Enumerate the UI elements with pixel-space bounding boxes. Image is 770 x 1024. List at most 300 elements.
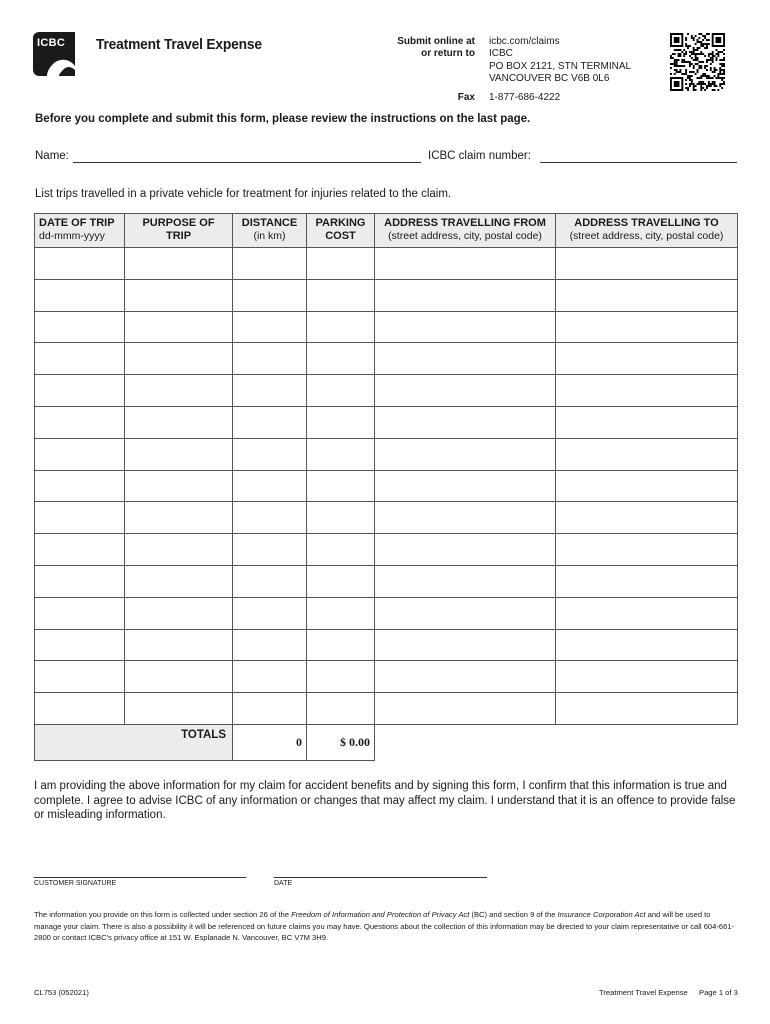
cell-address-to[interactable] xyxy=(556,565,738,597)
page-number: Page 1 of 3 xyxy=(699,988,738,997)
qr-module xyxy=(687,75,689,77)
cell-parking[interactable] xyxy=(307,343,375,375)
qr-module xyxy=(712,51,714,53)
qr-module xyxy=(674,63,676,65)
qr-module xyxy=(678,55,680,57)
qr-module xyxy=(695,59,697,61)
cell-parking[interactable] xyxy=(307,311,375,343)
qr-module xyxy=(685,71,687,73)
qr-module xyxy=(697,41,699,43)
qr-module xyxy=(697,63,699,65)
cell-purpose[interactable] xyxy=(125,597,233,629)
qr-module xyxy=(704,67,706,69)
qr-module xyxy=(700,45,702,47)
qr-module xyxy=(670,57,672,59)
qr-module xyxy=(721,51,723,53)
cell-distance[interactable] xyxy=(233,375,307,407)
cell-address-to[interactable] xyxy=(556,248,738,280)
qr-module xyxy=(706,77,708,79)
cell-date[interactable] xyxy=(35,534,125,566)
qr-module xyxy=(695,49,697,51)
qr-module xyxy=(706,87,708,89)
qr-module xyxy=(685,61,687,63)
name-field[interactable] xyxy=(73,162,421,163)
qr-module xyxy=(685,53,687,55)
qr-module xyxy=(721,83,723,85)
qr-finder xyxy=(716,37,722,43)
qr-module xyxy=(685,37,687,39)
cell-parking[interactable] xyxy=(307,661,375,693)
table-row xyxy=(35,629,738,661)
claim-number-field[interactable] xyxy=(540,162,737,163)
qr-module xyxy=(676,63,678,65)
cell-distance[interactable] xyxy=(233,311,307,343)
qr-module xyxy=(683,55,685,57)
submit-url[interactable]: icbc.com/claims xyxy=(489,36,560,47)
qr-module xyxy=(700,43,702,45)
cell-address-from[interactable] xyxy=(375,693,556,725)
qr-module xyxy=(689,79,691,81)
col-address-from xyxy=(375,214,556,248)
qr-module xyxy=(721,73,723,75)
qr-module xyxy=(702,83,704,85)
qr-module xyxy=(689,63,691,65)
cell-date[interactable] xyxy=(35,629,125,661)
table-row xyxy=(35,279,738,311)
qr-module xyxy=(689,45,691,47)
qr-module xyxy=(676,65,678,67)
qr-module xyxy=(712,71,714,73)
qr-module xyxy=(685,79,687,81)
qr-module xyxy=(698,67,700,69)
qr-module xyxy=(689,55,691,57)
qr-module xyxy=(683,49,685,51)
qr-module xyxy=(693,53,695,55)
address-line-3: VANCOUVER BC V6B 0L6 xyxy=(489,73,610,84)
qr-module xyxy=(674,53,676,55)
cell-address-to[interactable] xyxy=(556,343,738,375)
cell-distance[interactable] xyxy=(233,597,307,629)
qr-module xyxy=(700,87,702,89)
qr-module xyxy=(716,69,718,71)
cell-distance[interactable] xyxy=(233,661,307,693)
qr-module xyxy=(691,71,693,73)
qr-module xyxy=(723,65,725,67)
cell-purpose[interactable] xyxy=(125,470,233,502)
cell-address-to[interactable] xyxy=(556,534,738,566)
cell-purpose[interactable] xyxy=(125,565,233,597)
cell-purpose[interactable] xyxy=(125,534,233,566)
cell-parking[interactable] xyxy=(307,406,375,438)
qr-module xyxy=(679,53,681,55)
cell-address-from[interactable] xyxy=(375,470,556,502)
cell-date[interactable] xyxy=(35,248,125,280)
qr-module xyxy=(697,39,699,41)
qr-module xyxy=(693,49,695,51)
customer-signature-label: CUSTOMER SIGNATURE xyxy=(34,880,117,887)
qr-module xyxy=(717,89,719,91)
qr-module xyxy=(691,79,693,81)
qr-module xyxy=(702,75,704,77)
qr-module xyxy=(697,57,699,59)
qr-module xyxy=(710,57,712,59)
qr-module xyxy=(679,69,681,71)
cell-distance[interactable] xyxy=(233,502,307,534)
qr-module xyxy=(681,59,683,61)
table-row xyxy=(35,597,738,629)
privacy-notice xyxy=(34,909,740,944)
qr-module xyxy=(717,73,719,75)
cell-purpose[interactable] xyxy=(125,279,233,311)
qr-module xyxy=(693,65,695,67)
col-distance-head: DISTANCE xyxy=(241,217,298,229)
qr-module xyxy=(719,77,721,79)
total-distance: 0 xyxy=(233,724,307,760)
qr-module xyxy=(706,65,708,67)
cell-date[interactable] xyxy=(35,661,125,693)
cell-address-to[interactable] xyxy=(556,661,738,693)
qr-module xyxy=(689,51,691,53)
cell-address-from[interactable] xyxy=(375,343,556,375)
cell-address-from[interactable] xyxy=(375,248,556,280)
qr-module xyxy=(706,39,708,41)
cell-address-from[interactable] xyxy=(375,661,556,693)
qr-module xyxy=(685,69,687,71)
qr-module xyxy=(714,89,716,91)
qr-module xyxy=(708,43,710,45)
qr-module xyxy=(697,71,699,73)
privacy-act-2: Insurance Corporation Act xyxy=(557,910,646,919)
qr-module xyxy=(681,73,683,75)
qr-module xyxy=(678,53,680,55)
qr-module xyxy=(719,73,721,75)
qr-module xyxy=(717,55,719,57)
qr-module xyxy=(723,57,725,59)
cell-distance[interactable] xyxy=(233,343,307,375)
qr-module xyxy=(672,53,674,55)
qr-module xyxy=(687,33,689,35)
qr-module xyxy=(691,81,693,83)
qr-module xyxy=(714,67,716,69)
cell-address-from[interactable] xyxy=(375,311,556,343)
qr-module xyxy=(719,83,721,85)
qr-module xyxy=(689,83,691,85)
qr-module xyxy=(685,51,687,53)
table-row xyxy=(35,534,738,566)
col-date-head: DATE OF TRIP xyxy=(39,217,115,229)
cell-address-from[interactable] xyxy=(375,534,556,566)
qr-module xyxy=(700,89,702,91)
cell-address-to[interactable] xyxy=(556,502,738,534)
date-field[interactable] xyxy=(274,877,487,878)
cell-distance[interactable] xyxy=(233,470,307,502)
qr-module xyxy=(674,61,676,63)
qr-module xyxy=(719,59,721,61)
qr-module xyxy=(676,61,678,63)
qr-module xyxy=(698,77,700,79)
date-label: DATE xyxy=(274,880,293,887)
qr-module xyxy=(685,45,687,47)
qr-module xyxy=(683,61,685,63)
cell-date[interactable] xyxy=(35,438,125,470)
cell-parking[interactable] xyxy=(307,375,375,407)
col-distance-sub: (in km) xyxy=(253,230,286,242)
qr-module xyxy=(714,81,716,83)
qr-module xyxy=(685,73,687,75)
table-row xyxy=(35,375,738,407)
qr-module xyxy=(695,57,697,59)
qr-module xyxy=(691,75,693,77)
qr-module xyxy=(700,33,702,35)
cell-distance[interactable] xyxy=(233,629,307,661)
qr-module xyxy=(723,49,725,51)
qr-module xyxy=(693,39,695,41)
qr-module xyxy=(704,55,706,57)
cell-purpose[interactable] xyxy=(125,693,233,725)
qr-module xyxy=(704,47,706,49)
cell-address-from[interactable] xyxy=(375,438,556,470)
qr-module xyxy=(714,71,716,73)
qr-module xyxy=(693,71,695,73)
qr-finder xyxy=(674,81,680,87)
qr-module xyxy=(679,55,681,57)
qr-module xyxy=(706,59,708,61)
qr-module xyxy=(676,49,678,51)
qr-module xyxy=(710,67,712,69)
qr-module xyxy=(700,67,702,69)
totals-spacer xyxy=(556,724,738,760)
qr-module xyxy=(678,71,680,73)
qr-module xyxy=(717,53,719,55)
col-parking xyxy=(307,214,375,248)
cell-parking[interactable] xyxy=(307,279,375,311)
table-row xyxy=(35,406,738,438)
qr-module xyxy=(698,61,700,63)
qr-module xyxy=(691,37,693,39)
customer-signature-field[interactable] xyxy=(34,877,246,878)
qr-module xyxy=(704,43,706,45)
qr-module xyxy=(708,75,710,77)
cell-purpose[interactable] xyxy=(125,661,233,693)
cell-purpose[interactable] xyxy=(125,311,233,343)
qr-module xyxy=(700,75,702,77)
cell-purpose[interactable] xyxy=(125,343,233,375)
cell-purpose[interactable] xyxy=(125,406,233,438)
cell-address-to[interactable] xyxy=(556,311,738,343)
table-header-row xyxy=(35,214,738,248)
table-intro: List trips travelled in a private vehicle for treatment for injuries related to the claim. xyxy=(35,188,452,200)
qr-module xyxy=(708,33,710,35)
qr-module xyxy=(697,49,699,51)
cell-date[interactable] xyxy=(35,343,125,375)
privacy-text-3: and will be used to manage your claim. There is also a possibility it will be referenced on future claims you may have. Questions about the collection of this information may be directed to your claim representative or call 604-661-2800 or contact ICBC's privacy office at 151 W. Esplanade N. Vancouver, BC V7M 3H9. xyxy=(34,910,735,943)
cell-address-from[interactable] xyxy=(375,629,556,661)
qr-module xyxy=(689,85,691,87)
cell-address-to[interactable] xyxy=(556,629,738,661)
cell-parking[interactable] xyxy=(307,534,375,566)
qr-module xyxy=(674,59,676,61)
qr-module xyxy=(695,53,697,55)
cell-address-from[interactable] xyxy=(375,597,556,629)
qr-module xyxy=(716,49,718,51)
qr-module xyxy=(702,35,704,37)
cell-parking[interactable] xyxy=(307,693,375,725)
qr-module xyxy=(700,65,702,67)
qr-module xyxy=(676,59,678,61)
qr-module xyxy=(706,43,708,45)
qr-module xyxy=(678,59,680,61)
qr-module xyxy=(706,33,708,35)
cell-address-to[interactable] xyxy=(556,279,738,311)
form-title: Treatment Travel Expense xyxy=(96,36,262,53)
cell-address-from[interactable] xyxy=(375,279,556,311)
qr-module xyxy=(683,59,685,61)
cell-address-to[interactable] xyxy=(556,693,738,725)
cell-address-from[interactable] xyxy=(375,375,556,407)
cell-parking[interactable] xyxy=(307,629,375,661)
qr-module xyxy=(676,71,678,73)
qr-module xyxy=(679,65,681,67)
cell-address-to[interactable] xyxy=(556,438,738,470)
qr-module xyxy=(723,81,725,83)
cell-parking[interactable] xyxy=(307,248,375,280)
cell-parking[interactable] xyxy=(307,438,375,470)
cell-distance[interactable] xyxy=(233,438,307,470)
cell-date[interactable] xyxy=(35,693,125,725)
cell-distance[interactable] xyxy=(233,406,307,438)
qr-module xyxy=(687,87,689,89)
qr-module xyxy=(687,77,689,79)
cell-distance[interactable] xyxy=(233,693,307,725)
qr-module xyxy=(719,69,721,71)
col-parking-sub: COST xyxy=(325,230,356,242)
cell-parking[interactable] xyxy=(307,597,375,629)
cell-address-to[interactable] xyxy=(556,406,738,438)
qr-module xyxy=(698,33,700,35)
table-row xyxy=(35,343,738,375)
qr-module xyxy=(698,37,700,39)
qr-module xyxy=(723,71,725,73)
table-row xyxy=(35,311,738,343)
qr-code xyxy=(670,33,725,91)
qr-module xyxy=(723,83,725,85)
qr-module xyxy=(700,77,702,79)
qr-module xyxy=(697,53,699,55)
qr-module xyxy=(670,63,672,65)
qr-module xyxy=(700,81,702,83)
totals-row xyxy=(35,724,738,760)
footer-title: Treatment Travel Expense xyxy=(599,988,688,997)
table-row xyxy=(35,470,738,502)
qr-module xyxy=(717,75,719,77)
name-label: Name: xyxy=(35,150,69,162)
cell-parking[interactable] xyxy=(307,565,375,597)
cell-address-from[interactable] xyxy=(375,565,556,597)
col-address-to xyxy=(556,214,738,248)
cell-date[interactable] xyxy=(35,311,125,343)
cell-address-to[interactable] xyxy=(556,375,738,407)
cell-date[interactable] xyxy=(35,470,125,502)
cell-purpose[interactable] xyxy=(125,502,233,534)
qr-module xyxy=(693,67,695,69)
col-purpose xyxy=(125,214,233,248)
cell-parking[interactable] xyxy=(307,470,375,502)
qr-module xyxy=(698,41,700,43)
qr-module xyxy=(685,83,687,85)
qr-module xyxy=(670,67,672,69)
cell-distance[interactable] xyxy=(233,248,307,280)
qr-module xyxy=(702,43,704,45)
cell-date[interactable] xyxy=(35,279,125,311)
qr-module xyxy=(695,43,697,45)
table-row xyxy=(35,565,738,597)
qr-module xyxy=(685,87,687,89)
totals-label: TOTALS xyxy=(35,724,233,760)
qr-module xyxy=(710,59,712,61)
cell-purpose[interactable] xyxy=(125,438,233,470)
privacy-text-1: The information you provide on this form is collected under section 26 of the xyxy=(34,910,292,919)
cell-purpose[interactable] xyxy=(125,375,233,407)
qr-module xyxy=(693,37,695,39)
cell-distance[interactable] xyxy=(233,565,307,597)
cell-date[interactable] xyxy=(35,375,125,407)
cell-address-to[interactable] xyxy=(556,470,738,502)
qr-module xyxy=(693,85,695,87)
qr-module xyxy=(683,65,685,67)
cell-address-from[interactable] xyxy=(375,406,556,438)
instructions-notice: Before you complete and submit this form, please review the instructions on the last page. xyxy=(35,113,531,125)
qr-module xyxy=(693,51,695,53)
cell-address-from[interactable] xyxy=(375,502,556,534)
qr-module xyxy=(674,73,676,75)
cell-distance[interactable] xyxy=(233,534,307,566)
qr-module xyxy=(681,51,683,53)
qr-module xyxy=(704,65,706,67)
qr-module xyxy=(716,77,718,79)
qr-module xyxy=(706,69,708,71)
qr-module xyxy=(693,83,695,85)
qr-module xyxy=(695,89,697,91)
claim-number-label: ICBC claim number: xyxy=(428,150,531,162)
cell-distance[interactable] xyxy=(233,279,307,311)
qr-module xyxy=(695,85,697,87)
qr-module xyxy=(689,65,691,67)
cell-date[interactable] xyxy=(35,597,125,629)
qr-module xyxy=(678,49,680,51)
qr-module xyxy=(714,75,716,77)
cell-date[interactable] xyxy=(35,406,125,438)
qr-module xyxy=(708,53,710,55)
qr-module xyxy=(689,77,691,79)
qr-module xyxy=(670,55,672,57)
cell-date[interactable] xyxy=(35,502,125,534)
qr-module xyxy=(714,83,716,85)
cell-address-to[interactable] xyxy=(556,597,738,629)
qr-module xyxy=(691,51,693,53)
qr-module xyxy=(670,73,672,75)
qr-module xyxy=(712,83,714,85)
qr-module xyxy=(714,85,716,87)
cell-purpose[interactable] xyxy=(125,248,233,280)
cell-date[interactable] xyxy=(35,565,125,597)
cell-parking[interactable] xyxy=(307,502,375,534)
qr-module xyxy=(691,63,693,65)
qr-module xyxy=(706,61,708,63)
qr-module xyxy=(700,53,702,55)
submit-label-1: Submit online at xyxy=(397,36,475,47)
qr-module xyxy=(672,63,674,65)
cell-purpose[interactable] xyxy=(125,629,233,661)
